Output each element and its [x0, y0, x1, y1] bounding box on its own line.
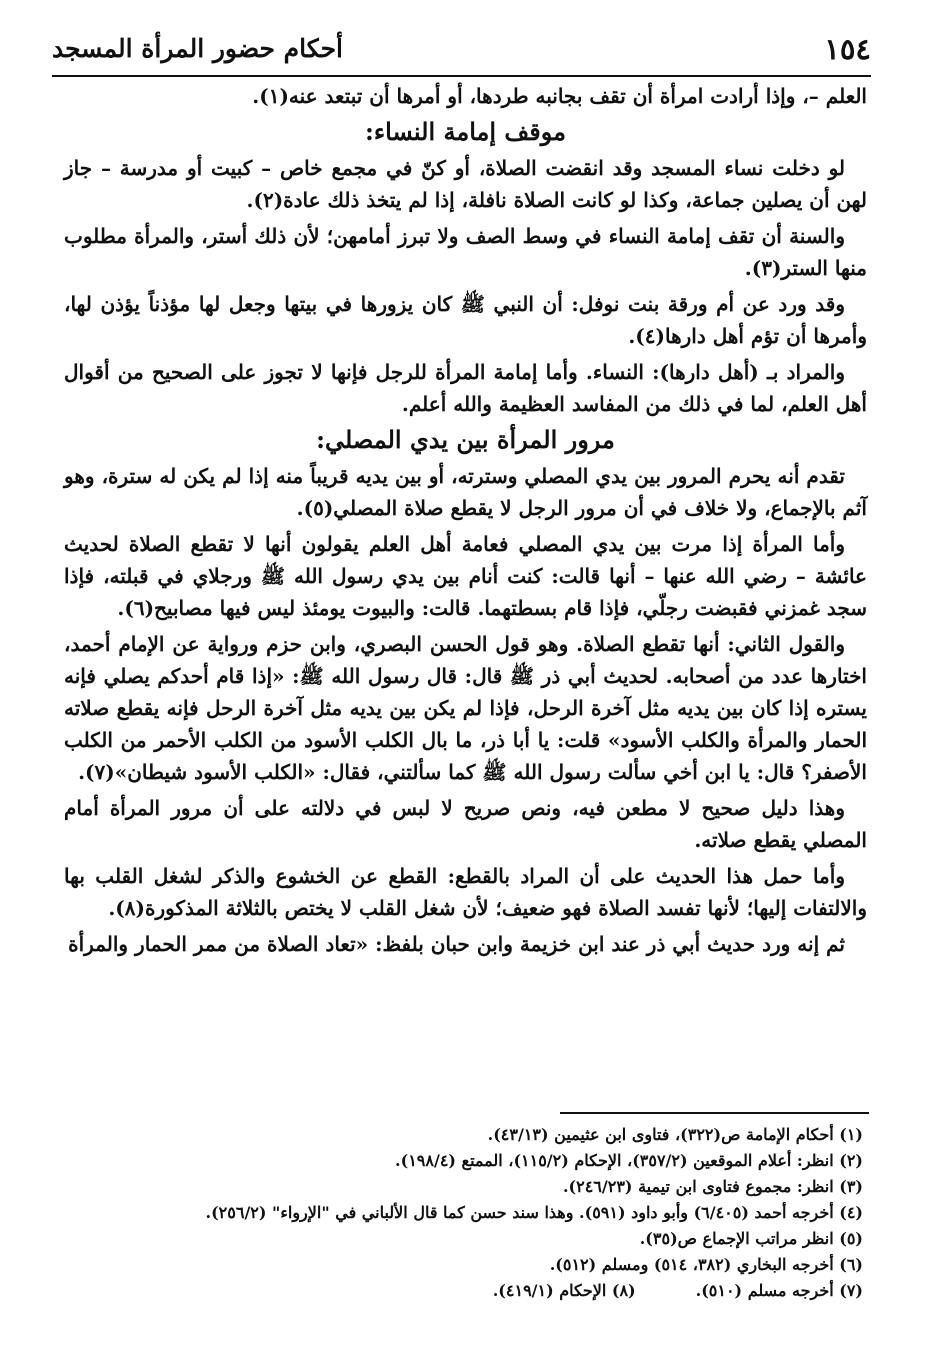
footnote: (١) أحكام الإمامة ص(٣٢٢)، فتاوى ابن عثيمين (٤٣/١٣).	[487, 1125, 863, 1144]
paragraph: تقدم أنه يحرم المرور بين يدي المصلي وسترته، أو بين يديه قريباً منه إذا لم يكن له سترة، وهو آثم بالإجماع، ولا خلاف في أن مرور الرجل لا يقطع صلاة المصلي(٥).	[64, 464, 867, 520]
paragraph: ثم إنه ورد حديث أبي ذر عند ابن خزيمة وابن حبان بلفظ: «تعاد الصلاة من ممر الحمار والمرأة	[68, 932, 845, 956]
paragraph: والمراد بـ (أهل دارها): النساء. وأما إمامة المرأة للرجل فإنها لا تجوز على الصحيح من أقوال أهل العلم، لما في ذلك من المفاسد العظيمة والله أعلم.	[64, 360, 867, 416]
paragraph: لو دخلت نساء المسجد وقد انقضت الصلاة، أو كنّ في مجمع خاص – كبيت أو مدرسة – جاز لهن أن يصلين جماعة، وكذا لو كانت الصلاة نافلة، إذا لم يتخذ ذلك عادة(٢).	[64, 156, 867, 212]
footnote: (٦) أخرجه البخاري (٣٨٢، ٥١٤) ومسلم (٥١٢).	[549, 1255, 863, 1274]
header-rule	[52, 75, 871, 77]
footnote: (٣) انظر: مجموع فتاوى ابن تيمية (٢٤٦/٢٣).	[562, 1177, 863, 1196]
paragraph: والقول الثاني: أنها تقطع الصلاة. وهو قول الحسن البصري، وابن حزم ورواية عن الإمام أحمد، اختارها عدد من أصحابه. لحديث أبي ذر ﷺ قال: قال رسول الله ﷺ: «إذا قام أحدكم يصلي فإنه يستره إذا كان بين يديه مثل آخرة الرحل، فإذا لم يكن بين يديه مثل آخرة الرحل فإنه يقطع صلاته الحمار والمرأة والكلب الأسود» قلت: يا أبا ذر، ما بال الكلب الأسود من الكلب الأحمر من الكلب الأصفر؟ قال: يا ابن أخي سألت رسول الله ﷺ كما سألتني، فقال: «الكلب الأسود شيطان»(٧).	[64, 632, 867, 784]
page-number: ١٥٤	[824, 32, 871, 66]
section-heading: مرور المرأة بين يدي المصلي:	[316, 425, 615, 454]
footnotes	[90, 1122, 863, 1304]
footnote-row	[90, 1278, 863, 1304]
paragraph: وقد ورد عن أم ورقة بنت نوفل: أن النبي ﷺ كان يزورها في بيتها وجعل لها مؤذناً يؤذن لها، وأمرها أن تؤم أهل دارها(٤).	[64, 292, 867, 348]
footnote: (٧) أخرجه مسلم (٥١٠).	[695, 1281, 863, 1300]
main-text	[64, 80, 867, 960]
footnote: (٥) انظر مراتب الإجماع ص(٣٥).	[639, 1229, 863, 1248]
paragraph: وأما حمل هذا الحديث على أن المراد بالقطع: القطع عن الخشوع والذكر لشغل القلب بها والالتفات إليها؛ لأنها تفسد الصلاة فهو ضعيف؛ لأن شغل القلب لا يختص بالثلاثة المذكورة(٨).	[64, 864, 867, 920]
paragraph: وهذا دليل صحيح لا مطعن فيه، ونص صريح لا لبس في دلالته على أن مرور المرأة أمام المصلي يقطع صلاته.	[64, 796, 867, 852]
paragraph: والسنة أن تقف إمامة النساء في وسط الصف ولا تبرز أمامهن؛ لأن ذلك أستر، والمرأة مطلوب منها الستر(٣).	[64, 224, 867, 280]
footnote: (٨) الإحكام (٤١٩/١).	[492, 1281, 636, 1300]
footnote: (٢) انظر: أعلام الموقعين (٣٥٧/٢)، الإحكام (١١٥/٢)، الممتع (١٩٨/٤).	[395, 1151, 863, 1170]
footnote-separator	[560, 1112, 869, 1114]
footnote: (٤) أخرجه أحمد (٦/٤٠٥) وأبو داود (٥٩١). وهذا سند حسن كما قال الألباني في "الإرواء" (٢٥٦/٢).	[205, 1203, 863, 1222]
section-heading: موقف إمامة النساء:	[365, 117, 566, 146]
running-title: أحكام حضور المرأة المسجد	[52, 34, 343, 63]
paragraph: وأما المرأة إذا مرت بين يدي المصلي فعامة أهل العلم يقولون أنها لا تقطع الصلاة لحديث عائشة – رضي الله عنها – أنها قالت: كنت أنام بين يدي رسول الله ﷺ ورجلاي في قبلته، فإذا سجد غمزني فقبضت رجلّي، فإذا قام بسطتهما. قالت: والبيوت يومئذ ليس فيها مصابيح(٦).	[64, 532, 867, 620]
paragraph: العلم –، وإذا أرادت امرأة أن تقف بجانبه طردها، أو أمرها أن تبتعد عنه(١).	[252, 84, 867, 108]
page-header	[52, 30, 871, 74]
